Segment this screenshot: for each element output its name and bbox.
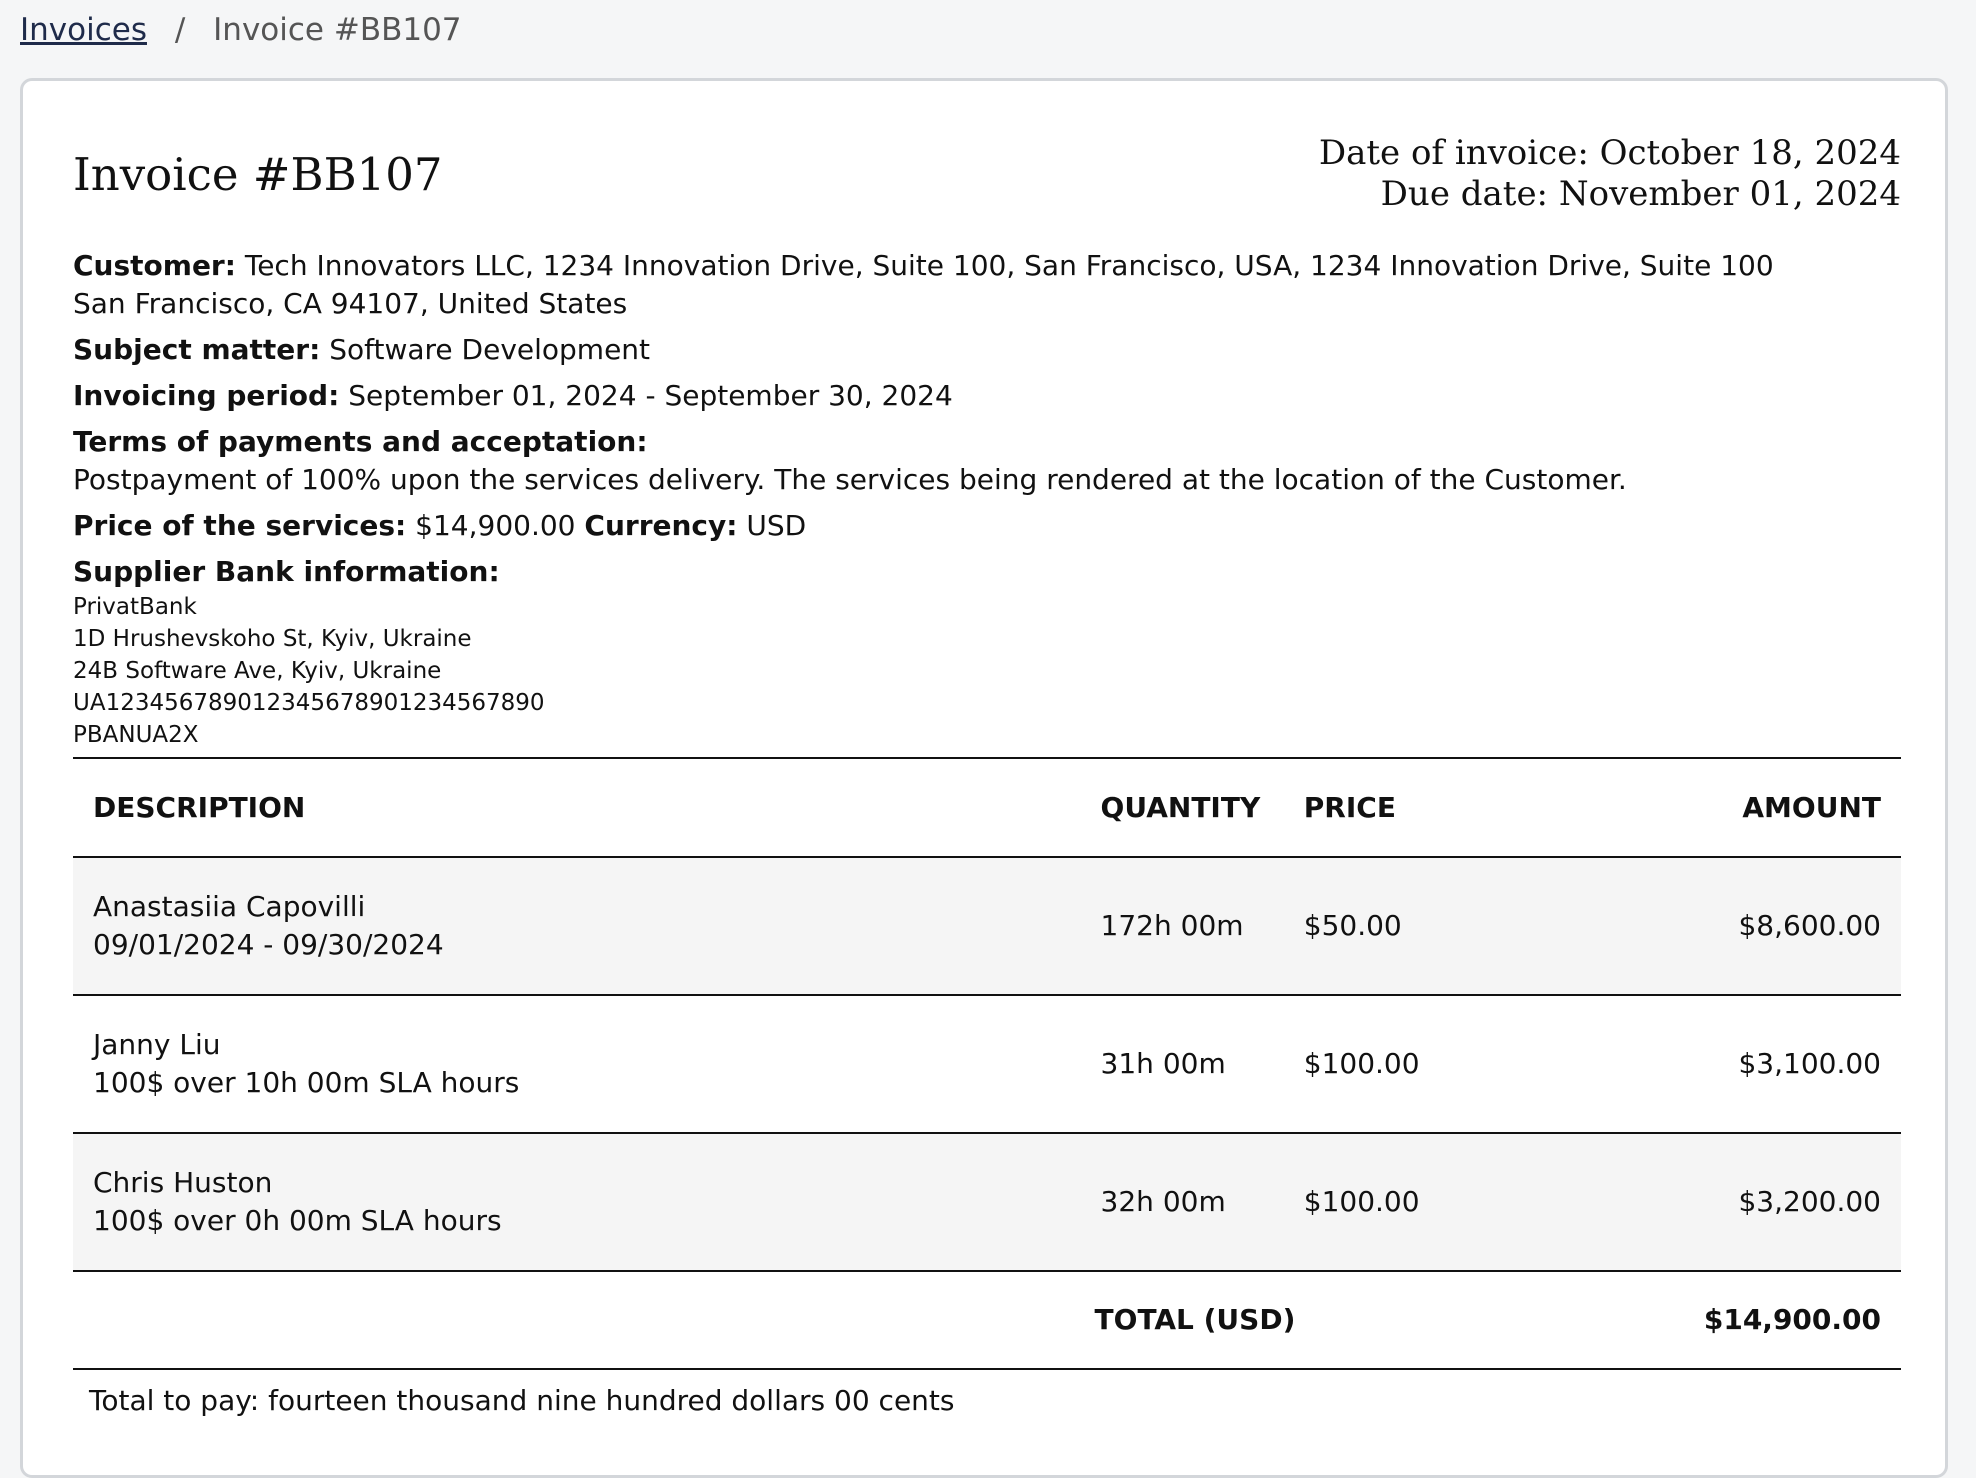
row-employee-name: Chris Huston [93, 1166, 273, 1199]
header-amount: AMOUNT [1684, 758, 1901, 857]
bank-address: 1D Hrushevskoho St, Kyiv, Ukraine [73, 626, 472, 652]
breadcrumb-separator: / [174, 12, 186, 48]
total-row [73, 1271, 1901, 1369]
row-quantity: 32h 00m [1081, 1133, 1284, 1271]
price-of-services [73, 507, 1901, 545]
table-row [73, 857, 1901, 995]
row-amount: $8,600.00 [1684, 857, 1901, 995]
invoice-dates [1319, 133, 1901, 215]
total-label: TOTAL (USD) [1081, 1271, 1684, 1369]
header-price: PRICE [1284, 758, 1684, 857]
bank-swift: PBANUA2X [73, 722, 199, 748]
invoice-date [1319, 133, 1901, 174]
currency-label: Currency: [584, 509, 738, 542]
bank-label: Supplier Bank information: [73, 555, 500, 588]
customer-label: Customer: [73, 249, 236, 282]
bank-iban: UA123456789012345678901234567890 [73, 690, 545, 716]
table-row [73, 1133, 1901, 1271]
bank-details [73, 591, 1901, 751]
terms-label: Terms of payments and acceptation: [73, 425, 648, 458]
row-price: $100.00 [1284, 1133, 1684, 1271]
invoice-title: Invoice #BB107 [73, 148, 443, 201]
price-value: $14,900.00 [415, 509, 576, 542]
row-note: 09/01/2024 - 09/30/2024 [93, 928, 444, 961]
invoice-items-table [73, 757, 1901, 1370]
due-date-label: Due date: [1380, 174, 1549, 214]
invoice-date-label: Date of invoice: [1318, 133, 1589, 173]
breadcrumb-invoices-link[interactable]: Invoices [20, 12, 147, 48]
bank-name: PrivatBank [73, 594, 197, 620]
subject-label: Subject matter: [73, 333, 321, 366]
table-header-row [73, 758, 1901, 857]
row-price: $100.00 [1284, 995, 1684, 1133]
invoicing-period [73, 377, 1901, 415]
row-quantity: 31h 00m [1081, 995, 1284, 1133]
row-amount: $3,200.00 [1684, 1133, 1901, 1271]
breadcrumb-current: Invoice #BB107 [213, 12, 462, 48]
table-row [73, 995, 1901, 1133]
subject-value: Software Development [329, 333, 651, 366]
row-employee-name: Janny Liu [93, 1028, 221, 1061]
row-description [73, 1133, 1081, 1271]
customer-info [73, 247, 1901, 323]
period-value: September 01, 2024 - September 30, 2024 [348, 379, 953, 412]
row-description [73, 857, 1081, 995]
row-employee-name: Anastasiia Capovilli [93, 890, 366, 923]
period-label: Invoicing period: [73, 379, 340, 412]
due-date-value: November 01, 2024 [1558, 174, 1901, 214]
row-note: 100$ over 0h 00m SLA hours [93, 1204, 502, 1237]
row-description [73, 995, 1081, 1133]
row-amount: $3,100.00 [1684, 995, 1901, 1133]
supplier-address: 24B Software Ave, Kyiv, Ukraine [73, 658, 442, 684]
total-to-pay-words: Total to pay: fourteen thousand nine hundred dollars 00 cents [89, 1384, 955, 1417]
supplier-bank-info [73, 553, 1901, 751]
breadcrumb [20, 8, 462, 52]
customer-address-line1: Tech Innovators LLC, 1234 Innovation Drive, Suite 100, San Francisco, USA, 1234 Innovation Drive, Suite 100 [244, 249, 1774, 282]
due-date [1319, 174, 1901, 215]
total-value: $14,900.00 [1684, 1271, 1901, 1369]
subject-matter [73, 331, 1901, 369]
row-note: 100$ over 10h 00m SLA hours [93, 1066, 520, 1099]
currency-value: USD [746, 509, 807, 542]
header-description: DESCRIPTION [73, 758, 1081, 857]
price-label: Price of the services: [73, 509, 407, 542]
terms-value: Postpayment of 100% upon the services delivery. The services being rendered at the location of the Customer. [73, 463, 1627, 496]
invoice-date-value: October 18, 2024 [1599, 133, 1901, 173]
header-quantity: QUANTITY [1081, 758, 1284, 857]
row-price: $50.00 [1284, 857, 1684, 995]
invoice-details [73, 247, 1901, 751]
total-spacer [73, 1271, 1081, 1369]
invoice-card [20, 78, 1948, 1478]
row-quantity: 172h 00m [1081, 857, 1284, 995]
payment-terms [73, 423, 1901, 499]
customer-address-line2: San Francisco, CA 94107, United States [73, 287, 628, 320]
